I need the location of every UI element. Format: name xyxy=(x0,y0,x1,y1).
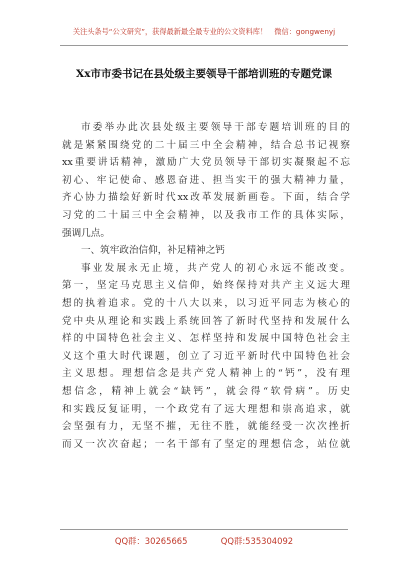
footer-divider xyxy=(60,529,348,530)
body-line: 习党的二十届三中全会精神，以及我市工作的具体实际， xyxy=(62,209,350,221)
body-line: 义这个重大时代课题，创立了习近平新时代中国特色社会 xyxy=(62,350,350,362)
footer-contact xyxy=(0,535,408,547)
body-line: 就是紧紧围绕党的二十届三中全会精神，结合总书记视察 xyxy=(62,139,350,151)
body-line: 想信念，精神上就会“缺钙”，就会得“软骨病”。历史 xyxy=(62,385,350,397)
footer-qq-group-2: QQ群:535304092 xyxy=(220,536,294,546)
footer-qq-group-1: QQ群：30265665 xyxy=(114,536,188,546)
section-heading: 一、筑牢政治信仰，补足精神之钙 xyxy=(81,245,225,257)
body-line: xx重要讲话精神，激励广大党员领导干部切实凝聚起不忘 xyxy=(62,157,350,169)
body-line: 而又一次次奋起；一名干部有了坚定的理想信念，站位就 xyxy=(62,438,350,450)
body-line: 市委举办此次县处级主要领导干部专题培训班的目的 xyxy=(81,122,350,133)
body-line: 主义思想。理想信念是共产党人精神上的“钙”，没有理 xyxy=(62,368,350,380)
body-line: 会坚强有力，无坚不摧，无往不胜，就能经受一次次挫折 xyxy=(62,421,350,433)
body-line: 样的中国特色社会主义、怎样坚持和发展中国特色社会主 xyxy=(62,333,350,345)
body-line: 想的执着追求。党的十八大以来，以习近平同志为核心的 xyxy=(62,297,350,309)
body-line: 齐心协力描绘好新时代xx改革发展新画卷。下面，结合学 xyxy=(62,192,350,204)
header-banner: 关注头条号“公文研究”，获得最新最全最专业的公文资料库！ 微信：gongwenyj xyxy=(72,27,336,36)
header-divider xyxy=(60,45,348,46)
body-line: 事业发展永无止境，共产党人的初心永远不能改变。 xyxy=(81,262,350,274)
body-line: 第一，坚定马克思主义信仰，始终保持对共产主义远大理 xyxy=(62,280,350,292)
body-line: 强调几点。 xyxy=(62,227,110,239)
document-body xyxy=(62,119,350,453)
body-line: 初心、牢记使命、感恩奋进、担当实干的强大精神力量， xyxy=(62,174,350,186)
body-line: 党中央从理论和实践上系统回答了新时代坚持和发展什么 xyxy=(62,315,350,327)
body-line: 和实践反复证明，一个政党有了远大理想和崇高追求，就 xyxy=(62,403,350,415)
document-title: Xx市市委书记在县处级主要领导干部培训班的专题党课 xyxy=(76,68,332,80)
